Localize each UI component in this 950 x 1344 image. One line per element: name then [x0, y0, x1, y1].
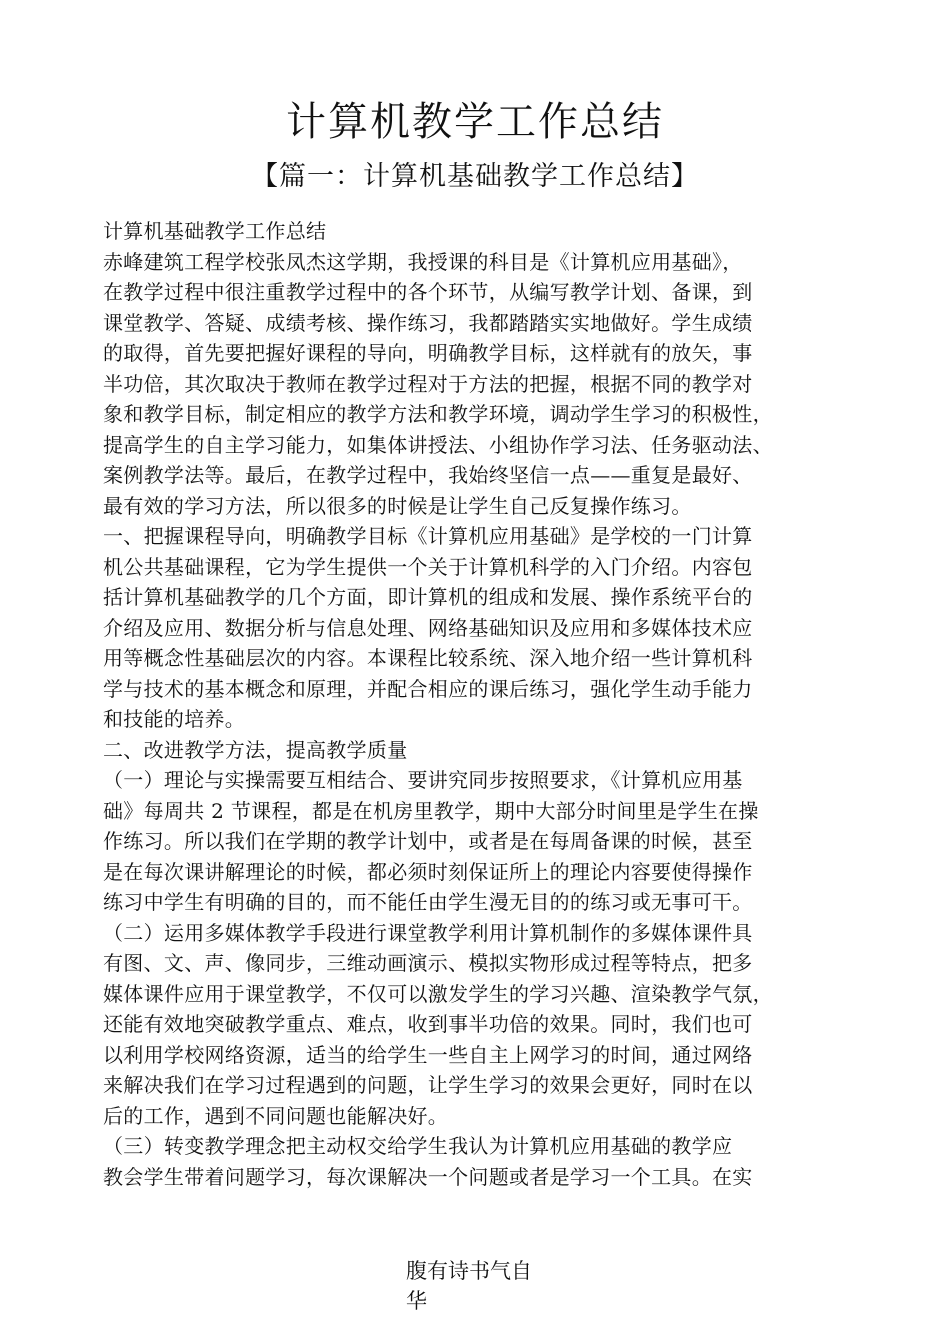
- body-line: 有图、文、声、像同步，三维动画演示、模拟实物形成过程等特点，把多: [103, 951, 753, 975]
- body-line: 用等概念性基础层次的内容。本课程比较系统、深入地介绍一些计算机科: [103, 646, 753, 670]
- document-title: 计算机教学工作总结: [286, 99, 664, 145]
- body-line: 作练习。所以我们在学期的教学计划中，或者是在每周备课的时候，甚至: [103, 829, 753, 853]
- body-line: 介绍及应用、数据分析与信息处理、网络基础知识及应用和多媒体技术应: [103, 615, 753, 640]
- body-line: 一、把握课程导向，明确教学目标《计算机应用基础》是学校的一门计算: [103, 524, 753, 548]
- body-line: 是在每次课讲解理论的时候，都必须时刻保证所上的理论内容要使得操作: [103, 859, 753, 884]
- body-line: 提高学生的自主学习能力，如集体讲授法、小组协作学习法、任务驱动法、: [103, 432, 773, 457]
- body-line: 案例教学法等。最后，在教学过程中，我始终坚信一点——重复是最好、: [103, 463, 753, 487]
- document-body: [103, 216, 859, 1192]
- body-line: 半功倍，其次取决于教师在教学过程对于方法的把握，根据不同的教学对: [103, 371, 753, 396]
- body-line: 学与技术的基本概念和原理，并配合相应的课后练习，强化学生动手能力: [103, 676, 753, 701]
- body-line: 媒体课件应用于课堂教学，不仅可以激发学生的学习兴趣、渲染教学气氛，: [103, 981, 773, 1006]
- body-line: 赤峰建筑工程学校张凤杰这学期，我授课的科目是《计算机应用基础》，: [103, 249, 743, 274]
- page-footer: [406, 1256, 566, 1316]
- body-line: 最有效的学习方法，所以很多的时候是让学生自己反复操作练习。: [103, 493, 692, 518]
- body-line: 教会学生带着问题学习，每次课解决一个问题或者是学习一个工具。在实: [103, 1164, 753, 1189]
- body-line: 练习中学生有明确的目的，而不能任由学生漫无目的的练习或无事可干。: [103, 890, 753, 914]
- body-line: （一）理论与实操需要互相结合、要讲究同步按照要求，《计算机应用基: [103, 768, 743, 792]
- body-line: （二）运用多媒体教学手段进行课堂教学利用计算机制作的多媒体课件具: [103, 920, 753, 945]
- body-line: 机公共基础课程，它为学生提供一个关于计算机科学的入门介绍。内容包: [103, 554, 753, 579]
- body-line: 课堂教学、答疑、成绩考核、操作练习，我都踏踏实实地做好。学生成绩: [103, 310, 753, 335]
- body-line: 来解决我们在学习过程遇到的问题，让学生学习的效果会更好，同时在以: [103, 1073, 753, 1097]
- body-line: 以利用学校网络资源，适当的给学生一些自主上网学习的时间，通过网络: [103, 1042, 753, 1067]
- body-line: 础》每周共 2 节课程，都是在机房里教学，期中大部分时间里是学生在操: [103, 798, 759, 823]
- footer-line: 腹有诗书气自: [406, 1259, 532, 1283]
- body-line: 后的工作，遇到不同问题也能解决好。: [103, 1103, 449, 1128]
- document-subtitle: 【篇一：计算机基础教学工作总结】: [251, 161, 699, 192]
- body-line: 和技能的培养。: [103, 707, 246, 731]
- body-line: 还能有效地突破教学重点、难点，收到事半功倍的效果。同时，我们也可: [103, 1012, 753, 1036]
- body-line: （三）转变教学理念把主动权交给学生我认为计算机应用基础的教学应: [103, 1134, 733, 1158]
- body-line: 象和教学目标，制定相应的教学方法和教学环境，调动学生学习的积极性，: [103, 402, 773, 426]
- body-line: 计算机基础教学工作总结: [103, 219, 327, 243]
- body-line: 括计算机基础教学的几个方面，即计算机的组成和发展、操作系统平台的: [103, 585, 753, 609]
- footer-line: 华: [406, 1289, 427, 1313]
- body-line: 二、改进教学方法，提高教学质量: [103, 737, 408, 762]
- body-line: 在教学过程中很注重教学过程中的各个环节，从编写教学计划、备课，到: [103, 280, 753, 304]
- body-line: 的取得，首先要把握好课程的导向，明确教学目标，这样就有的放矢，事: [103, 341, 753, 365]
